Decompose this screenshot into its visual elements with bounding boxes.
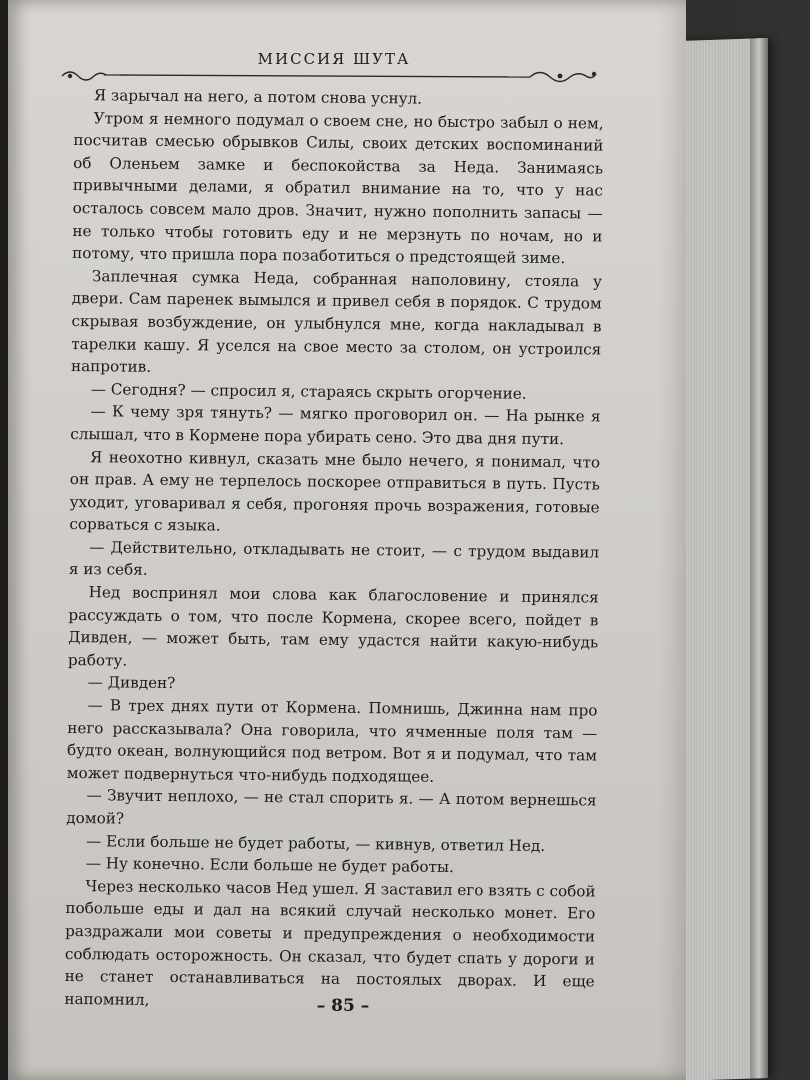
paragraph: Утром я немного подумал о своем сне, но быстро забыл о нем, посчитав смесью обрывков Силы, своих детских воспоминаний об Оленьем замке и беспокойства за Неда. Занимаясь привычными делами, я обратил внимание на то, что у нас осталось совсем мало дров. Значит, нужно пополнить запасы — не только чтобы готовить еду и не мерзнуть по ночам, но и потому, что пришла пора позаботиться о предстоящей зиме. [72, 108, 604, 268]
header-ornament-icon [60, 64, 608, 86]
page-number: – 85 – [316, 996, 370, 1016]
book-page [8, 0, 686, 1080]
paragraph: Заплечная сумка Неда, собранная наполовину, стояла у двери. Сам паренек вымылся и привел себя в порядок. С трудом скрывая возбуждение, он улыбнулся мне, когда накладывал в тарелки кашу. Я уселся на свое место за столом, он устроился напротив. [70, 266, 603, 376]
paragraph: Нед воспринял мои слова как благословение и принялся рассуждать о том, что после Кормена, скорее всего, пойдет в Дивден, — может быть, там ему удастся найти какую-нибудь работу. [67, 583, 599, 670]
page-header [60, 44, 608, 84]
paragraph: Через несколько часов Нед ушел. Я заставил его взять с собой побольше еды и дал на всякий случай несколько монет. Его раздражали мои советы и предупреждения о необходимости соблюдать осторожность. Он сказал, что будет спать у дороги и не станет останавливаться на постоялых дворах. И еще напомнил, [64, 876, 596, 1009]
dialogue-line: — Звучит неплохо, — не стал спорить я. — А потом вернешься домой? [66, 786, 597, 828]
dialogue-line: — Дивден? [87, 673, 176, 693]
paragraph: Я зарычал на него, а потом снова уснул. [93, 86, 423, 108]
paragraph: Я неохотно кивнул, сказать мне было нечего, я понимал, что он прав. А ему не терпелось поскорее отправиться в путь. Пусть уходит, уговаривал я себя, прогоняя прочь возражения, готовые сорваться с языка. [69, 447, 601, 535]
dialogue-line: — Сегодня? — спросил я, стараясь скрыть огорчение. [90, 379, 527, 403]
dialogue-line: — В трех днях пути от Кормена. Помнишь, Джинна нам про него рассказывала? Она говорила, что ячменные поля там — будто океан, волнующийся под ветром. Вот я и подумал, что там может подвернуться что-нибудь подходящее. [66, 696, 598, 786]
dialogue-line: — Действительно, откладывать не стоит, — с трудом выдавил я из себя. [68, 538, 600, 580]
dialogue-line: — К чему зря тянуть? — мягко проговорил он. — На рынке я слышал, что в Кормене пора убирать сено. Это два дня пути. [70, 402, 601, 449]
running-title: МИССИЯ ШУТА [257, 50, 411, 68]
dialogue-line: — Если больше не будет работы, — кивнув, ответил Нед. [85, 831, 546, 855]
dialogue-line: — Ну конечно. Если больше не будет работы. [85, 854, 454, 877]
